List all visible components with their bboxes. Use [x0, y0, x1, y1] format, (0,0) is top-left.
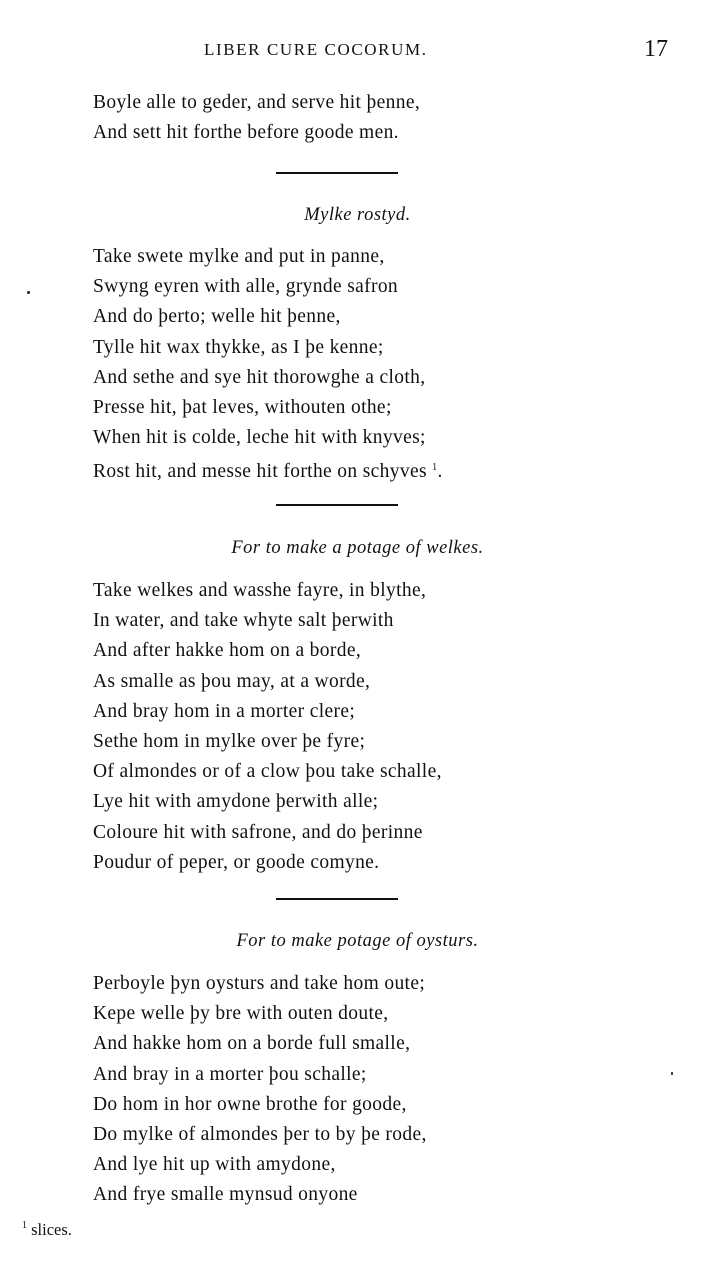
verse-line: Of almondes or of a clow þou take schalle, — [93, 761, 442, 783]
verse-line-text: Rost hit, and messe hit forthe on schyves — [93, 461, 427, 483]
footnote-marker: 1 — [22, 1220, 27, 1231]
verse-line: And after hakke hom on a borde, — [93, 640, 362, 662]
verse-block-potage-of-welkes — [93, 576, 442, 878]
section-divider-rule — [276, 898, 398, 900]
print-speck — [671, 1072, 673, 1075]
verse-line: And sethe and sye hit thorowghe a cloth, — [93, 366, 426, 388]
verse-line — [93, 453, 443, 483]
verse-line: And do þerto; welle hit þenne, — [93, 306, 341, 328]
verse-line: Lye hit with amydone þerwith alle; — [93, 791, 379, 813]
verse-line: And hakke hom on a borde full smalle, — [93, 1033, 411, 1055]
verse-line: Boyle alle to geder, and serve hit þenne, — [93, 92, 421, 113]
verse-line: Do mylke of almondes þer to by þe rode, — [93, 1123, 427, 1145]
verse-line: And frye smalle mynsud onyone — [93, 1184, 358, 1206]
recipe-heading-potage-of-welkes: For to make a potage of welkes. — [231, 538, 484, 558]
recipe-heading-potage-of-oysturs: For to make potage of oysturs. — [236, 931, 479, 951]
verse-line: And sett hit forthe before goode men. — [93, 122, 399, 144]
verse-block-continuation — [93, 88, 420, 148]
verse-line: Swyng eyren with alle, grynde safron — [93, 276, 399, 298]
verse-line: Kepe welle þy bre with outen doute, — [93, 1003, 389, 1025]
verse-line: Tylle hit wax thykke, as I þe kenne; — [93, 336, 384, 358]
verse-line: When hit is colde, leche hit with knyves; — [93, 427, 426, 449]
footnote-reference: 1 — [432, 462, 438, 474]
verse-line: Poudur of peper, or goode comyne. — [93, 851, 380, 873]
section-divider-rule — [276, 172, 398, 174]
line-end-punctuation: . — [437, 461, 443, 483]
section-divider-rule — [276, 504, 398, 506]
verse-line: And lye hit up with amydone, — [93, 1154, 336, 1176]
print-speck — [27, 291, 30, 294]
running-title: LIBER CURE COCORUM. — [204, 40, 428, 59]
verse-line: Perboyle þyn oysturs and take hom oute; — [93, 973, 426, 994]
verse-line: Take welkes and wasshe fayre, in blythe, — [93, 580, 427, 601]
verse-line: Coloure hit with safrone, and do þerinne — [93, 821, 423, 843]
footnote-text: slices. — [31, 1220, 72, 1239]
verse-line: Presse hit, þat leves, withouten othe; — [93, 396, 392, 418]
recipe-heading-mylke-rostyd: Mylke rostyd. — [304, 205, 411, 225]
verse-line: Take swete mylke and put in panne, — [93, 246, 385, 267]
footnote — [22, 1220, 72, 1240]
verse-line: Do hom in hor owne brothe for goode, — [93, 1093, 407, 1115]
running-head — [0, 36, 715, 66]
verse-line: And bray hom in a morter clere; — [93, 700, 356, 722]
verse-line: And bray in a morter þou schalle; — [93, 1063, 367, 1085]
verse-block-potage-of-oysturs — [93, 969, 427, 1211]
verse-line: In water, and take whyte salt þerwith — [93, 610, 394, 632]
verse-line: As smalle as þou may, at a worde, — [93, 670, 371, 692]
page-number: 17 — [644, 36, 668, 62]
verse-block-mylke-rostyd — [93, 242, 443, 484]
verse-line: Sethe hom in mylke over þe fyre; — [93, 730, 366, 752]
